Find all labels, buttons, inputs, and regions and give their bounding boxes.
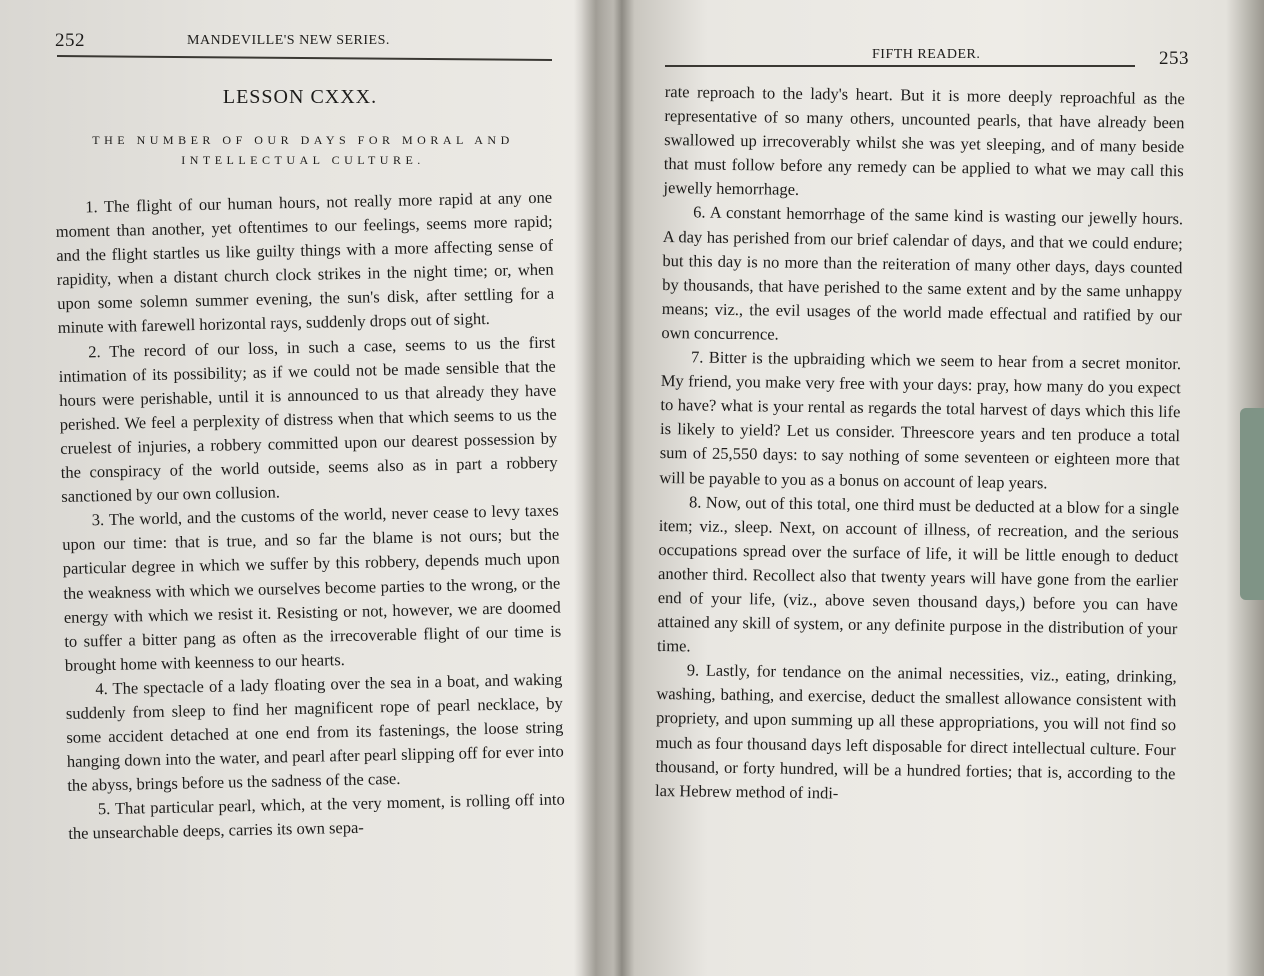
subtitle-line: THE NUMBER OF OUR DAYS FOR MORAL AND (92, 133, 514, 147)
header-rule (665, 65, 1135, 67)
subtitle-line: INTELLECTUAL CULTURE. (181, 153, 425, 167)
paragraph-continuation: rate reproach to the lady's heart. But it is more deeply reproachful as the representative of so many others, uncounted pearls, that have already been swallowed up irrecoverably whilst she was yet sleeping, and of many beside that must follow before any remedy can be applied to what we may call this jewelly hemorrhage. (663, 81, 1185, 200)
left-page-body (55, 186, 566, 847)
paragraph-5: 5. That particular pearl, which, at the very moment, is rolling off into the unsearchable deeps, carries its own sepa- (68, 789, 565, 844)
paragraph-6: 6. A constant hemorrhage of the same kind is wasting our jewelly hours. A day has perished from our brief calendar of days, and that we could endure; but this day is no more than the reiteration of many other days, days counted by thousands, that have perished to the same extent and by the same unhappy means; viz., the evil usages of the world made effectual and ratified by our own concurrence. (661, 202, 1184, 344)
bookmark-ribbon (1240, 408, 1264, 600)
lesson-title: LESSON CXXX. (222, 86, 378, 108)
paragraph-3: 3. The world, and the customs of the world, never cease to levy taxes upon our time: that is true, and so far the blame is not ours; but the particular degree in which we suffer by this robbery, depends much upon the weakness with which we ourselves become parties to the wrong, or the energy with which we resist it. Resisting or not, however, we are doomed to suffer a bitter pang as often as the irrecoverable flight of our time is brought home with keenness to our hearts. (62, 500, 562, 675)
page-number: 253 (1159, 48, 1189, 69)
paragraph-2: 2. The record of our loss, in such a case, seems to us the first intimation of its possibility; as if we could not be made sensible that the hours were perishable, until it is announced to us that already they have perished. We feel a perplexity of distress when that which seems to us the cruelest of injuries, a robbery committed upon our dearest possession by the conspiracy of the world outside, seems also as in part a robbery sanctioned by our own collusion. (58, 332, 558, 507)
lesson-subtitle (63, 130, 543, 170)
book-gutter (574, 0, 614, 976)
paragraph-9: 9. Lastly, for tendance on the animal necessities, viz., eating, drinking, washing, bathing, and exercise, deduct the smallest allowance consistent with propriety, and upon summing up all these appropriations, you will not find so much as four thousand days left disposable for direct intellectual culture. Four thousand, or forty hundred, will be a hundred forties; that is, according to the lax Hebrew method of indi- (654, 660, 1177, 803)
right-page-body (655, 80, 1185, 810)
paragraph-1: 1. The flight of our human hours, not really more rapid at any one moment than another, yet oftentimes to our feelings, seems more rapid; and the flight startles us like guilty things with a more affecting sense of rapidity, when a distant church clock strikes in the night time; or, when upon some solemn summer evening, the sun's disk, after settling for a minute with farewell horizontal rays, suddenly drops out of sight. (55, 187, 555, 338)
left-page-header (45, 30, 555, 54)
running-head: MANDEVILLE'S NEW SERIES. (187, 33, 390, 48)
paragraph-4: 4. The spectacle of a lady floating over the sea in a boat, and waking suddenly from sleep to find her magnificent rope of pearl necklace, by some accident detached at one end from its fastenings, the loose string hanging down into the water, and pearl after pearl slipping off for ever into the abyss, brings before us the sadness of the case. (65, 669, 564, 796)
page-number: 252 (55, 30, 85, 51)
running-head: FIFTH READER. (872, 47, 981, 62)
paragraph-8: 8. Now, out of this total, one third must be deducted at a blow for a single item; viz., sleep. Next, on account of illness, of recreation, and the serious occupations spread over the surface of life, it will be little enough to deduct another third. Recollect also that twenty years will have gone from the earlier end of your life, (viz., above seven thousand days,) before you can have attained any skill of system, or any definite purpose in the distribution of your time. (656, 491, 1180, 656)
header-rule (57, 55, 552, 61)
paragraph-7: 7. Bitter is the upbraiding which we seem to hear from a secret monitor. My friend, you make very free with your days: pray, how many do you expect to have? what is your rental as regards the total harvest of days which this life is likely to yield? Let us consider. Threescore years and ten produce a total sum of 25,550 days: to say nothing of some seventeen or eighteen more that will be payable to you as a bonus on account of leap years. (659, 347, 1182, 492)
